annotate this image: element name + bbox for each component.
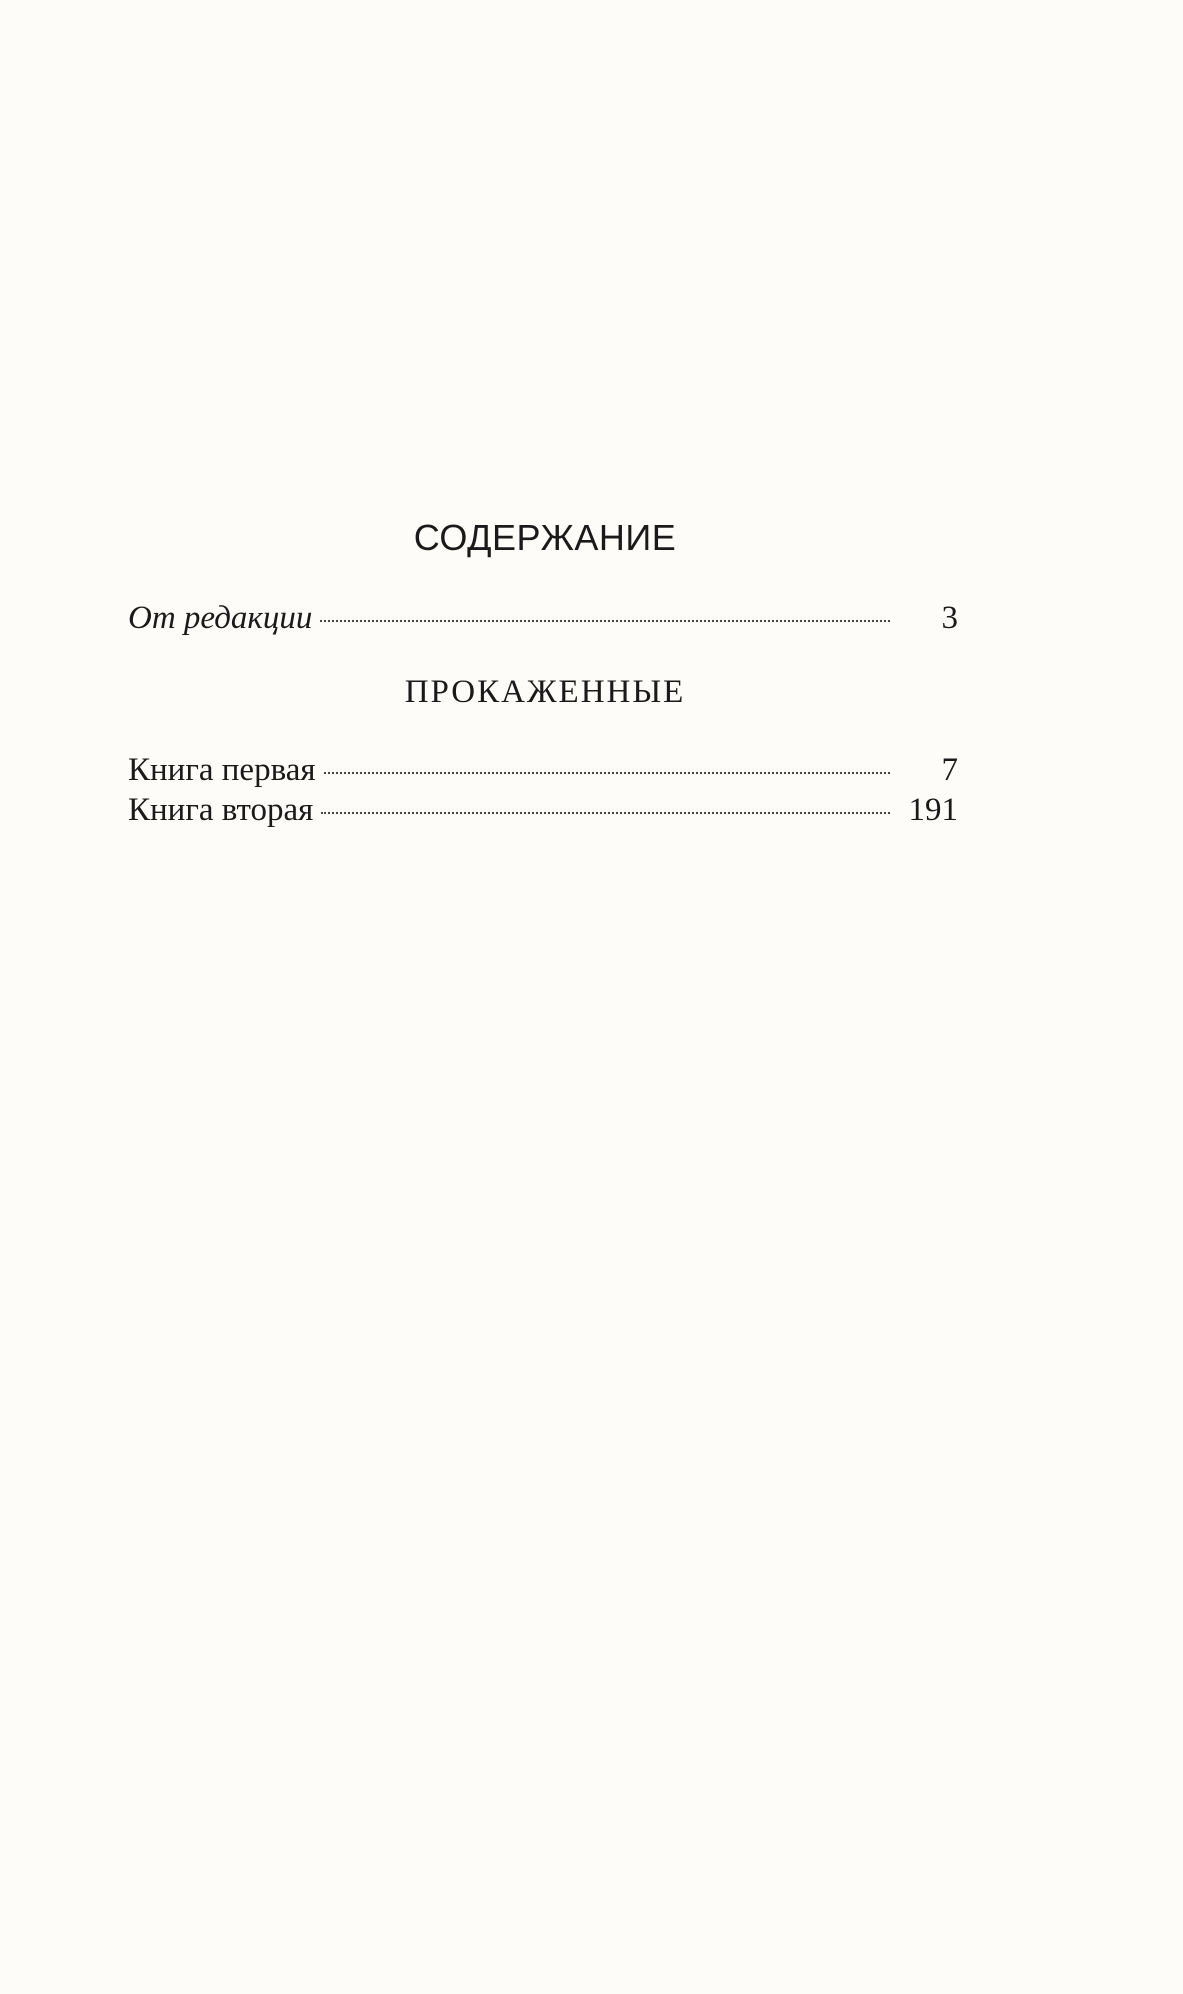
dot-leader xyxy=(324,772,890,774)
toc-title: СОДЕРЖАНИЕ xyxy=(413,517,677,558)
toc-entry-page: 7 xyxy=(941,752,958,788)
toc-entry-label: От редакции xyxy=(128,600,313,636)
toc-entry-page: 3 xyxy=(941,600,958,636)
toc-entry-book-two xyxy=(128,790,958,830)
dot-leader xyxy=(320,620,890,622)
toc-entry-book-one xyxy=(128,750,958,790)
toc-entry-editorial xyxy=(128,598,958,638)
dot-leader xyxy=(321,812,890,814)
toc-entry-page: 191 xyxy=(908,792,958,828)
toc-entry-label: Книга вторая xyxy=(128,792,314,828)
toc-entry-label: Книга первая xyxy=(128,752,316,788)
section-title: ПРОКАЖЕННЫЕ xyxy=(404,674,686,710)
